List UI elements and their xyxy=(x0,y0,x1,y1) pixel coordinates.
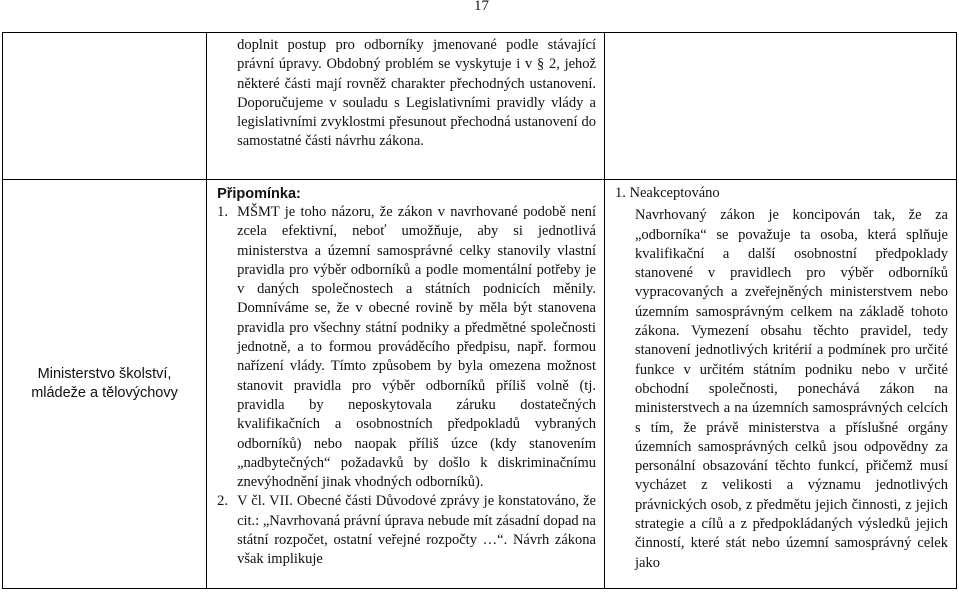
comment-item xyxy=(217,203,596,492)
continuation-text: doplnit postup pro odborníky jmenované podle stávající právní úpravy. Obdobný problém se vyskytuje i v § 2, jehož některé části mají rovněž charakter přechodných ustanovení. Doporučujeme v souladu s Legislativními pravidly vlády a legislativními zvyklostmi přesunout přechodná ustanovení do samostatné části návrhu zákona. xyxy=(237,37,596,150)
item-text: V čl. VII. Obecné části Důvodové zprávy je konstatováno, že cit.: „Navrhovaná právní úprava nebude mít zásadní dopad na státní rozpočet, ostatní veřejné rozpočty …“. Návrh zákona však implikuje xyxy=(237,493,596,568)
comment-item xyxy=(217,492,596,569)
item-number: 1. xyxy=(217,204,228,220)
decision-text: Navrhovaný zákon je koncipován tak, že za „odborníka“ se považuje ta osoba, která splňuje kvalifikační a další osobnostní předpoklady stanovené v pravidlech pro výběr odborníků vypracovaných a zveřejněných ministerstvem nebo územním samosprávným celkem na základě tohoto zákona. Vymezení obsahu těchto pravidel, tedy stanovení jednotlivých kritérií a podmínek pro určité funkce v určitém státním podniku nebo v určité obchodní společnosti, ponechává zákon na ministerstvech a na územních samosprávných celcích s tím, že právě ministerstva a příslušné orgány územních samosprávných celků jsou odpovědny za personální obsazování těchto funkcí, přičemž musí vycházet z velikosti a významu jednotlivých právnických osob, z předmětu jejich činnosti, z jejich strategie a cílů a z předpokládaných výsledků jejich činností, které stát nebo územní samosprávný celek jako xyxy=(634,207,948,571)
empty-cell xyxy=(3,33,207,180)
decision-number: 1. xyxy=(614,185,626,201)
ministry-cell xyxy=(3,180,207,589)
item-text: MŠMT je toho názoru, že zákon v navrhované podobě není zcela efektivní, neboť umožňuje, aby si jednotlivá ministerstva a územní samosprávné celky stanovily vlastní pravidla pro výběr odborníků a podle momentální potřeby je v daných společnostech a státních podnicích měnily. Domníváme se, že v obecné rovině by měla být stanovena pravidla pro všechny státní podniky a předmětné společnosti jednotně, a to formou prováděcího předpisu, např. formou nařízení vlády. Tímto způsobem by byla omezena možnost stanovit pravidla pro výběr odborníků příliš volně (tj. pravidla by neposkytovala záruku dostatečných kvalifikačních a osobnostních předpokladů vybraných odborníků) nebo naopak příliš úzce (kdy stanovením „nadbytečných“ požadavků by došlo k diskriminačnímu znevýhodnění jinak vhodných odborníků). xyxy=(237,204,596,491)
comments-table xyxy=(2,32,957,589)
table-row xyxy=(3,180,957,589)
comment-heading: Připomínka: xyxy=(217,186,301,202)
comment-cell xyxy=(207,180,605,589)
decision-label: Neakceptováno xyxy=(629,185,720,201)
page-number: 17 xyxy=(474,0,489,14)
item-number: 2. xyxy=(217,493,228,510)
table-row xyxy=(3,33,957,180)
decision-status xyxy=(615,184,948,203)
decision-cell xyxy=(604,180,956,589)
empty-cell xyxy=(604,33,956,180)
comment-cell-continuation xyxy=(207,33,605,180)
ministry-name: Ministerstvo školství, mládeže a tělovýchovy xyxy=(31,366,178,401)
